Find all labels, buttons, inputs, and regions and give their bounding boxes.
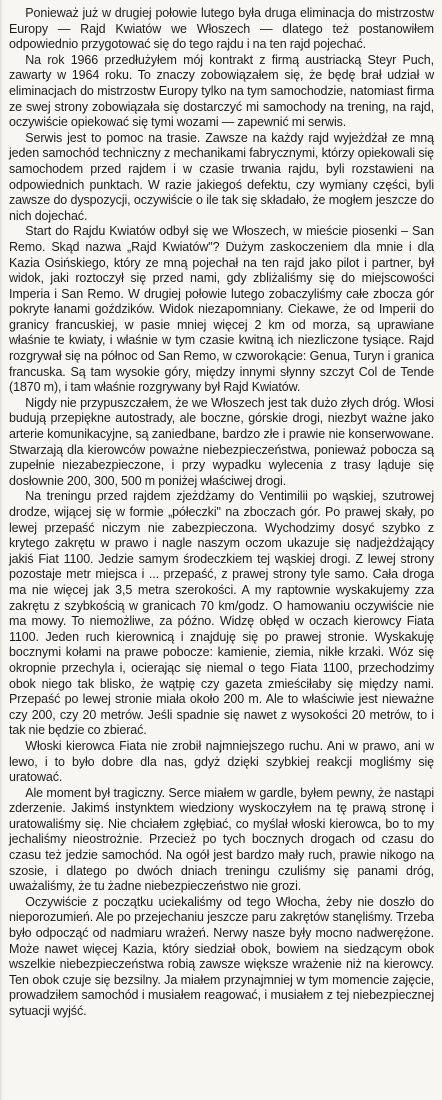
- paragraph-9: Oczywiście z początku uciekaliśmy od tego Włocha, żeby nie doszło do nieporozumień. Ale po przejechaniu jeszcze paru zakrętów stanęliśmy. Trzeba było odpocząć od nadmiaru wrażeń. Nerwy nasze były mocno nadwerężone. Może nawet więcej Kazia, który siedział obok, bowiem na siedzącym obok wszelkie niebezpieczeństwa robią zawsze większe wrażenie niż na kierowcy. Ten obok czuje się bezsilny. Ja miałem przynajmniej w tym momencie zajęcie, prowadziłem samochód i musiałem reagować, i musiałem z tej niebezpiecznej sytuacji wyjść.: [9, 894, 434, 1018]
- paragraph-3: Serwis jest to pomoc na trasie. Zawsze na każdy rajd wyjeżdżał ze mną jeden samochód techniczny z mechanikami fabrycznymi, którzy opiekowali się samochodem przed rajdem i w czasie trwania rajdu, byli rozstawieni na odpowiednich punktach. W razie jakiegoś defektu, czy wymiany części, byli zawsze do dyspozycji, oczywiście o ile tak się składało, że mogłem jeszcze do nich dojechać.: [9, 130, 434, 223]
- paragraph-4: Start do Rajdu Kwiatów odbył się we Włoszech, w mieście piosenki – San Remo. Skąd nazwa „Rajd Kwiatów"? Dużym zaskoczeniem dla mnie i dla Kazia Osińskiego, który ze mną pojechał na ten rajd jako pilot i partner, był widok, jaki roztoczył się przed nami, gdy zbliżaliśmy się do miejscowości Imperia i San Remo. W drugiej połowie lutego zobaczyliśmy całe zbocza gór pokryte łanami goździków. Widok niezapomniany. Ciekawe, że od Imperii do granicy francuskiej, w pasie mniej więcej 2 km od morza, są uprawiane właśnie te kwiaty, i właśnie w tym czasie kwitną ich niezliczone tysiące. Rajd rozgrywał się na północ od San Remo, w czworokącie: Genua, Turyn i granica francuska. Są tam wysokie góry, między innymi słynny szczyt Col de Tende (1870 m), i tam właśnie rozgrywany był Rajd Kwiatów.: [9, 224, 434, 395]
- paragraph-8: Ale moment był tragiczny. Serce miałem w gardle, byłem pewny, że nastąpi zderzenie. Jakimś instynktem wiedziony wyskoczyłem na tę prawą stronę i uratowaliśmy się. Nie chciałem zgłębiać, co myślał włoski kierowca, bo to my jechaliśmy nieostrożnie. Przecież po tych bocznych drogach od czasu do czasu też jedzie samochód. Na ogół jest bardzo mały ruch, prawie nikogo na szosie, i dlatego po dwóch dniach treningu czuliśmy się panami dróg, uważaliśmy, że tu żadne niebezpieczeństwo nie grozi.: [9, 785, 434, 894]
- article-text: [9, 6, 434, 1020]
- paragraph-1: Ponieważ już w drugiej połowie lutego była druga eliminacja do mistrzostw Europy — Rajd Kwiatów we Włoszech — dlatego też postanowiłem odpowiednio przygotować się do tego rajdu i na ten rajd pojechać.: [9, 6, 434, 52]
- paragraph-7: Włoski kierowca Fiata nie zrobił najmniejszego ruchu. Ani w prawo, ani w lewo, i to było dobre dla nas, gdyż dzięki szybkiej reakcji mogliśmy się uratować.: [9, 738, 434, 785]
- paragraph-6: Na treningu przed rajdem zjeżdżamy do Ventimilii po wąskiej, szutrowej drodze, wijącej się w formie „półeczki" na zboczach gór. Po prawej skały, po lewej przepaść niczym nie zabezpieczona. Wychodzimy dosyć szybko z krytego zakrętu w prawo i nagle naszym oczom ukazuje się nadjeżdżający jakiś Fiat 1100. Jedzie samym środeczkiem tej wąskiej drogi. Z lewej strony pozostaje metr miejsca i ... przepaść, z prawej strony tyle samo. Cała droga ma nie więcej jak 3,5 metra szerokości. A my raptownie wyskakujemy zza zakrętu z szybkością w granicach 70 km/godz. O hamowaniu oczywiście nie ma mowy. To niemożliwe, za późno. Widzę obłęd w oczach kierowcy Fiata 1100. Jeden ruch kierownicą i znajduję się po prawej stronie. Wyskakuję bocznymi kołami na prawe pobocze: kamienie, ziemia, nikłe krzaki. Wóz się okropnie przechyla i, ocierając się niemal o tego Fiata 1100, przechodzimy obok niego tak blisko, że wątpię czy gazeta zmieściłaby się między nami. Przepaść po lewej stronie miała około 200 m. Ale to właściwie jest nieważne czy 200, czy 20 metrów. Jeśli spadnie się nawet z wysokości 20 metrów, to i tak nie będzie co zbierać.: [9, 489, 434, 738]
- paragraph-5: Nigdy nie przypuszczałem, że we Włoszech jest tak dużo złych dróg. Włosi budują przepiękne autostrady, ale boczne, górskie drogi, niezbyt ważne jako arterie komunikacyjne, są zaniedbane, bardzo złe i prawie nie konserwowane. Stwarzają dla kierowców poważne niebezpieczeństwa, ponieważ pobocza są zupełnie niezabezpieczone, i przy wypadku wylecenia z trasy lądujе się dosłownie 200, 300, 500 m poniżej właściwej drogi.: [9, 395, 434, 488]
- paragraph-2: Na rok 1966 przedłużyłem mój kontrakt z firmą austriacką Steyr Puch, zawarty w 1964 roku. To znaczy zobowiązałem się, że będę brał udział w eliminacjach do mistrzostw Europy tylko na tym samochodzie, natomiast firma ze swej strony zobowiązała się dostarczyć mi samochody na trening, na rajd, oczywiście opiekować się tymi wozami — zapewnić mi serwis.: [9, 52, 434, 130]
